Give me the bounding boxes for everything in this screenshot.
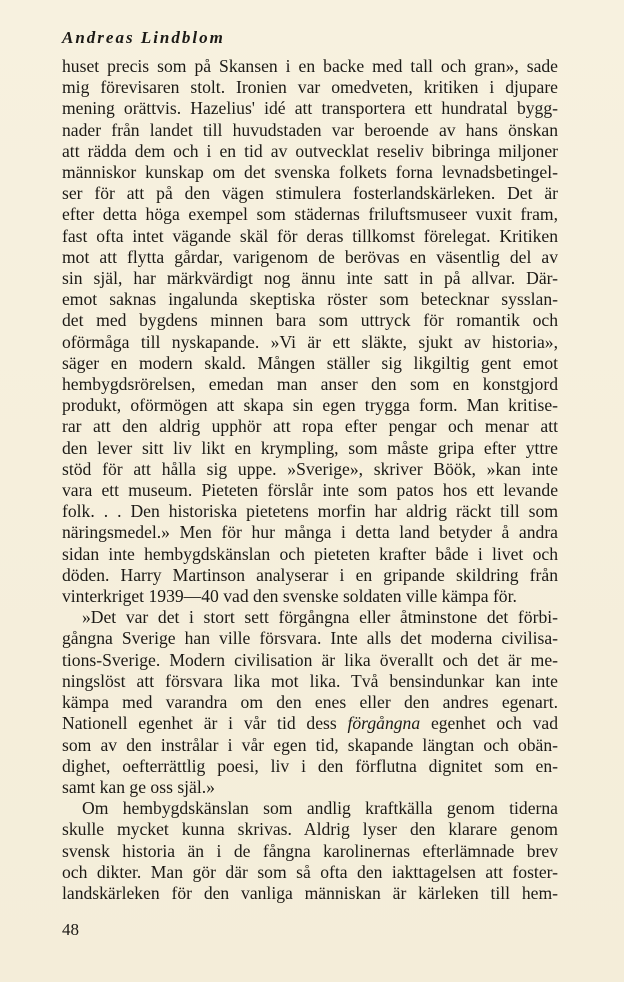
text-line: oförmåga till nyskapande. »Vi är ett släkte, sjukt av historia», bbox=[62, 331, 558, 352]
text-line: fast ofta intet vägande skäl för deras tillkomst förelegat. Kritiken bbox=[62, 225, 558, 246]
text-line: det med bygdens minnen bara som uttryck för romantik och bbox=[62, 310, 558, 331]
text-line: mening orättvis. Hazelius' idé att transportera ett hundratal bygg- bbox=[62, 98, 558, 119]
text-line: svensk historia än i de fångna karolinernas efterlämnade brev bbox=[62, 840, 558, 861]
text-line: och dikter. Man gör där som så ofta den iakttagelsen att foster- bbox=[62, 861, 558, 882]
text-line: att rädda dem och i en tid av outvecklat reseliv bibringa miljoner bbox=[62, 140, 558, 161]
text-line: efter detta höga exempel som städernas friluftsmuseer vuxit fram, bbox=[62, 204, 558, 225]
emphasized-word: förgångna bbox=[347, 713, 421, 734]
text-line: ser för att på den vägen stimulera fosterlandskärleken. Det är bbox=[62, 183, 558, 204]
text-line: rar att den aldrig upphör att ropa efter pengar och menar att bbox=[62, 416, 558, 437]
text-line: mig förevisaren stolt. Ironien var omedveten, kritiken i djupare bbox=[62, 77, 558, 98]
text-line: som av den instrålar i vår egen tid, skapande längtan och obän- bbox=[62, 734, 558, 755]
text-line: gångna Sverige han ville försvara. Inte alls det moderna civilisa- bbox=[62, 628, 558, 649]
text-line: hembygdsrörelsen, emedan man anser den som en konstgjord bbox=[62, 374, 558, 395]
text-line: tions-Sverige. Modern civilisation är lika överallt och det är me- bbox=[62, 649, 558, 670]
text-line: samt kan ge oss själ.» bbox=[62, 776, 215, 797]
page-number: 48 bbox=[62, 920, 79, 939]
text-line: landskärleken för den vanliga människan är kärleken till hem- bbox=[62, 882, 558, 903]
text-line: mot att flytta gårdar, varigenom de berövas en väsentlig del av bbox=[62, 246, 558, 267]
body-text bbox=[62, 56, 558, 904]
text-line: näringsmedel.» Men för hur många i detta land betyder å andra bbox=[62, 522, 558, 543]
text-line: vinterkriget 1939—40 vad den svenske soldaten ville kämpa för. bbox=[62, 586, 517, 607]
text-line: skulle mycket kunna skrivas. Aldrig lyser den klarare genom bbox=[62, 819, 558, 840]
text-line: dighet, oefterrättlig poesi, liv i den förflutna dignitet som en- bbox=[62, 755, 558, 776]
text-line: sidan inte hembygdskänslan och pieteten krafter både i livet och bbox=[62, 543, 558, 564]
text-line: emot saknas ingalunda skeptiska röster som betecknar sysslan- bbox=[62, 289, 558, 310]
running-header: Andreas Lindblom bbox=[62, 28, 225, 47]
text-fragment: Nationell egenhet är i vår tid dess bbox=[62, 713, 337, 734]
text-line: folk. . . Den historiska pietetens morfin har aldrig räckt till som bbox=[62, 501, 558, 522]
text-line: »Det var det i stort sett förgångna eller åtminstone det förbi- bbox=[82, 607, 558, 628]
text-fragment: egenhet och vad bbox=[430, 713, 558, 734]
text-line: nader från landet till huvudstaden var beroende av hans önskan bbox=[62, 119, 558, 140]
text-line: huset precis som på Skansen i en backe med tall och gran», sade bbox=[62, 56, 558, 76]
text-line: produkt, oförmögen att skapa sin egen trygga form. Man kritise- bbox=[62, 395, 558, 416]
text-line: vara ett museum. Pieteten förslår inte som patos hos ett levande bbox=[62, 480, 558, 501]
text-line bbox=[62, 713, 558, 734]
text-line: människor kunskap om det svenska folkets forna levnadsbetingel- bbox=[62, 162, 558, 183]
text-line: stöd för att hålla sig uppe. »Sverige», skriver Böök, »kan inte bbox=[62, 458, 558, 479]
text-line: sin själ, har märkvärdigt nog ännu inte satt in på allvar. Där- bbox=[62, 268, 558, 289]
text-line: ningslöst att försvara lika mot lika. Två bensindunkar kan inte bbox=[62, 670, 558, 691]
text-line: döden. Harry Martinson analyserar i en gripande skildring från bbox=[62, 564, 558, 585]
text-line: säger en modern skald. Mången ställer sig likgiltig gent emot bbox=[62, 352, 558, 373]
text-line: den lever sitt liv likt en krympling, som måste gripa efter yttre bbox=[62, 437, 558, 458]
text-line: kämpa med varandra om den enes eller den andres egenart. bbox=[62, 692, 558, 713]
text-line: Om hembygdskänslan som andlig kraftkälla genom tiderna bbox=[82, 798, 558, 819]
